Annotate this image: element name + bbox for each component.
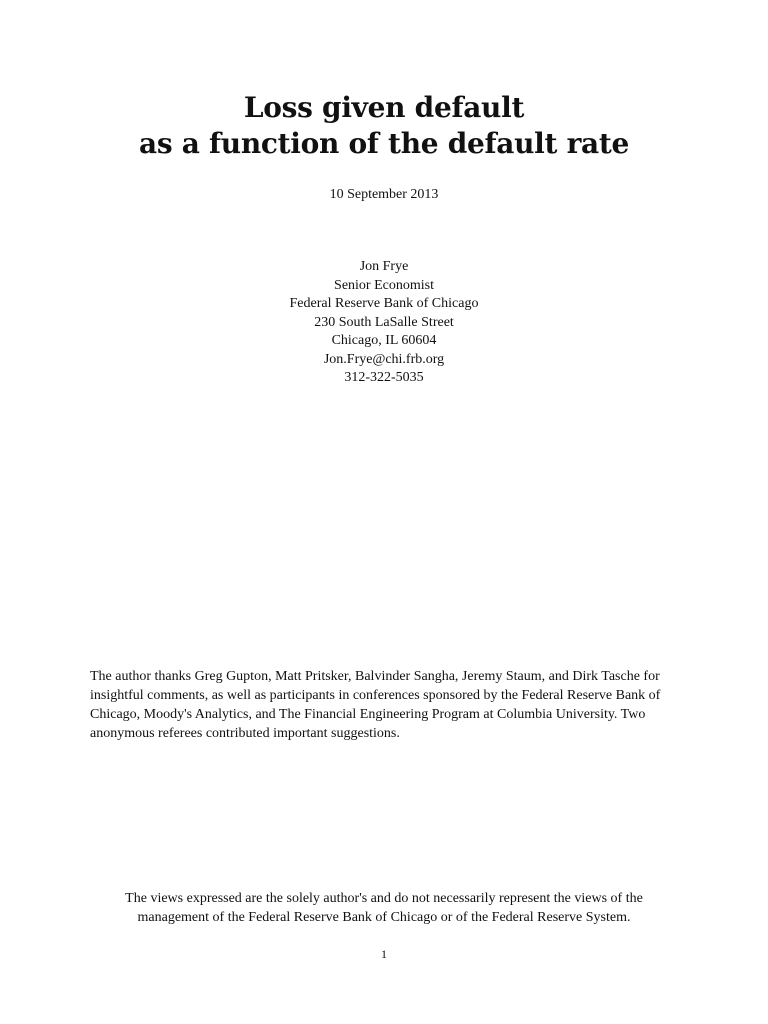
author-street: 230 South LaSalle Street [314,314,454,330]
disclaimer-paragraph: The views expressed are the solely author's and do not necessarily represent the views of the management of the Federal Reserve Bank of Chicago or of the Federal Reserve System. [125,891,643,925]
author-email: Jon.Frye@chi.frb.org [323,351,445,367]
author-institution: Federal Reserve Bank of Chicago [289,296,479,311]
author-block [0,258,768,388]
paper-title [0,90,768,162]
acknowledgement-paragraph: The author thanks Greg Gupton, Matt Pritsker, Balvinder Sangha, Jeremy Staum, and Dirk Tasche for insightful comments, as well as participants in conferences sponsored by the Federal Reserve Bank of Chicago, Moody's Analytics, and The Financial Engineering Program at Columbia University. Two anonymous referees contributed important suggestions. [90,669,661,741]
author-position: Senior Economist [334,277,434,293]
paper-title-line-2: as a function of the default rate [138,127,630,160]
paper-title-line-1: Loss given default [243,91,525,124]
page-number: 1 [381,947,387,961]
author-name: Jon Frye [359,259,409,274]
paper-date: 10 September 2013 [329,187,439,202]
author-city: Chicago, IL 60604 [331,333,437,348]
author-phone: 312-322-5035 [344,370,424,385]
